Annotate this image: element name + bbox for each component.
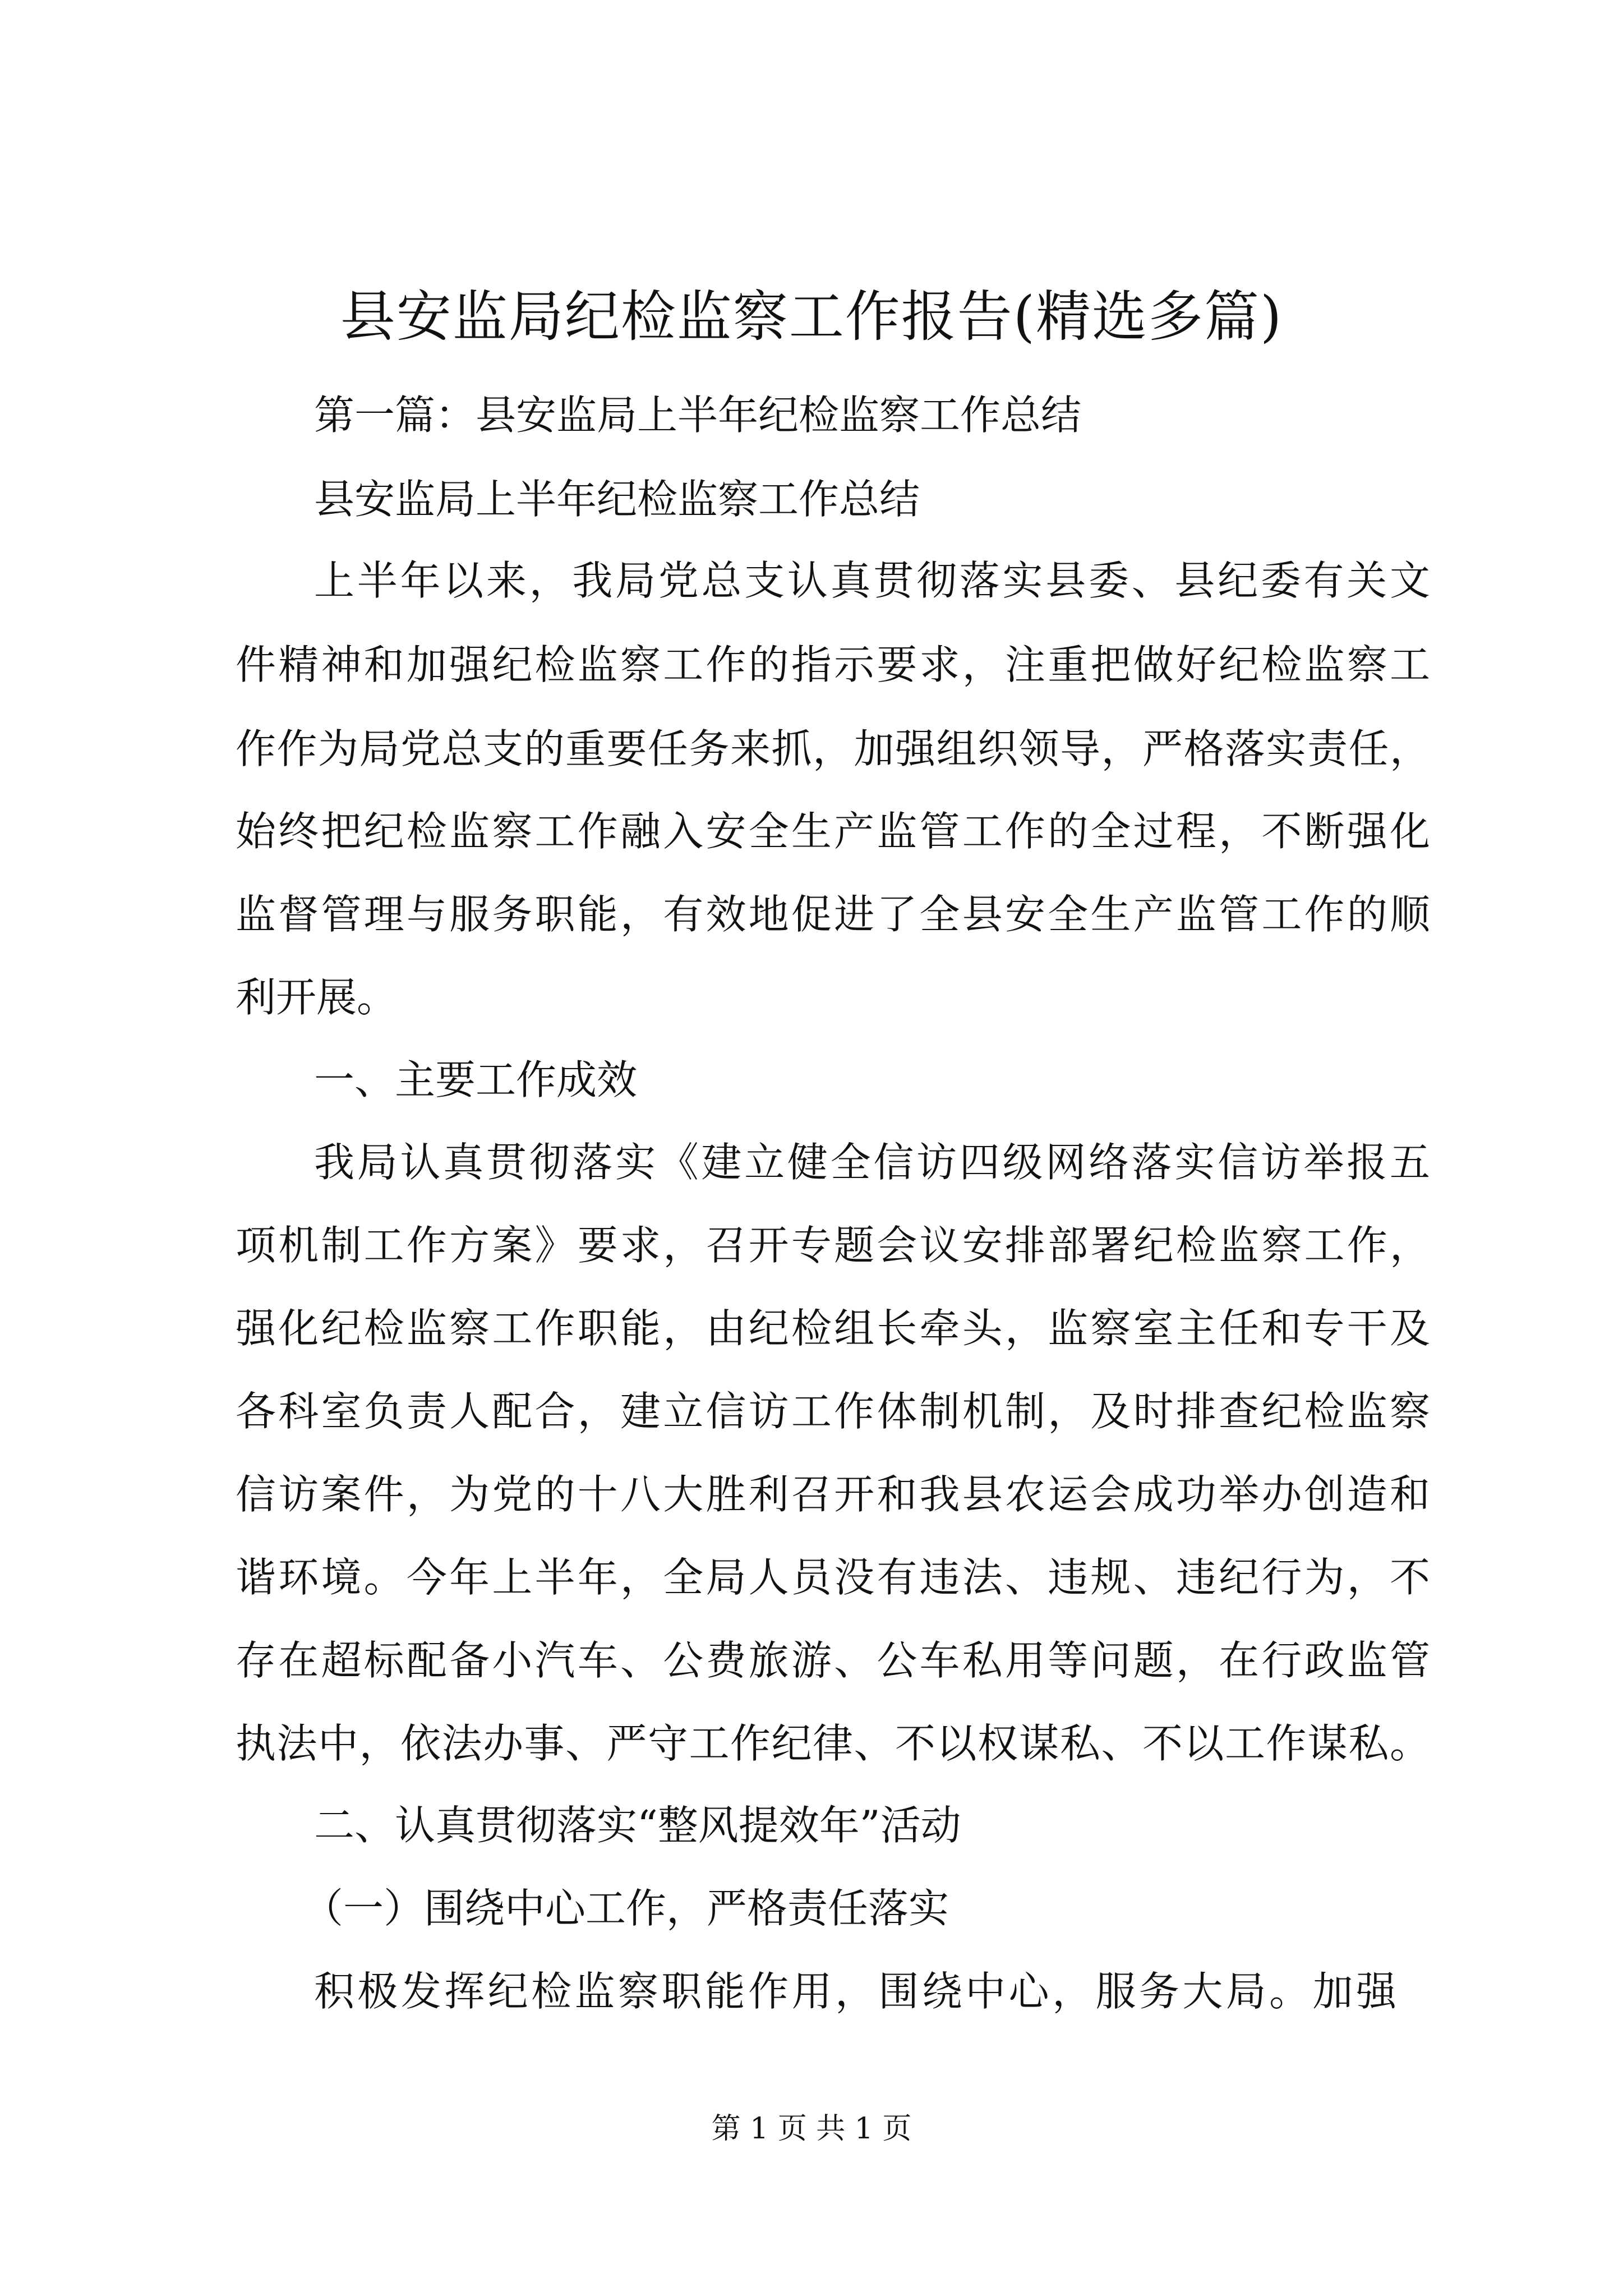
paragraph-line: 积极发挥纪检监察职能作用，围绕中心，服务大局。加强: [314, 1968, 1396, 2015]
section-heading-1: 一、主要工作成效: [314, 1056, 638, 1103]
paragraph-line: 利开展。: [236, 974, 398, 1021]
section-heading-2: 二、认真贯彻落实“整风提效年”活动: [314, 1802, 961, 1849]
paragraph-line: 我局认真贯彻落实《建立健全信访四级网络落实信访举报五: [314, 1139, 1430, 1186]
paragraph-line: 信访案件，为党的十八大胜利召开和我县农运会成功举办创造和: [236, 1471, 1430, 1518]
paragraph-line: 存在超标配备小汽车、公费旅游、公车私用等问题，在行政监管: [236, 1637, 1430, 1684]
paragraph-line: 执法中，依法办事、严守工作纪律、不以权谋私、不以工作谋私。: [236, 1720, 1430, 1767]
paragraph-line: 上半年以来，我局党总支认真贯彻落实县委、县纪委有关文: [314, 557, 1430, 604]
paragraph-line: 各科室负责人配合，建立信访工作体制机制，及时排查纪检监察: [236, 1388, 1430, 1435]
document-title: 县安监局纪检监察工作报告(精选多篇): [340, 285, 1283, 349]
paragraph-line: 项机制工作方案》要求，召开专题会议安排部署纪检监察工作，: [236, 1222, 1430, 1269]
paragraph-line: 强化纪检监察工作职能，由纪检组长牵头，监察室主任和专干及: [236, 1305, 1430, 1352]
paragraph-line: 始终把纪检监察工作融入安全生产监管工作的全过程，不断强化: [236, 808, 1430, 855]
paragraph-line: 谐环境。今年上半年，全局人员没有违法、违规、违纪行为，不: [236, 1554, 1430, 1601]
paragraph-line: 监督管理与服务职能，有效地促进了全县安全生产监管工作的顺: [236, 891, 1430, 938]
heading-part-one: 第一篇：县安监局上半年纪检监察工作总结: [314, 392, 1082, 439]
subheading-summary: 县安监局上半年纪检监察工作总结: [314, 476, 920, 523]
paragraph-line: 件精神和加强纪检监察工作的指示要求，注重把做好纪检监察工: [236, 641, 1430, 688]
page-footer: 第 1 页 共 1 页: [711, 2112, 912, 2146]
subsection-heading: （一）围绕中心工作，严格责任落实: [303, 1885, 949, 1932]
paragraph-line: 作作为局党总支的重要任务来抓，加强组织领导，严格落实责任，: [236, 725, 1430, 772]
